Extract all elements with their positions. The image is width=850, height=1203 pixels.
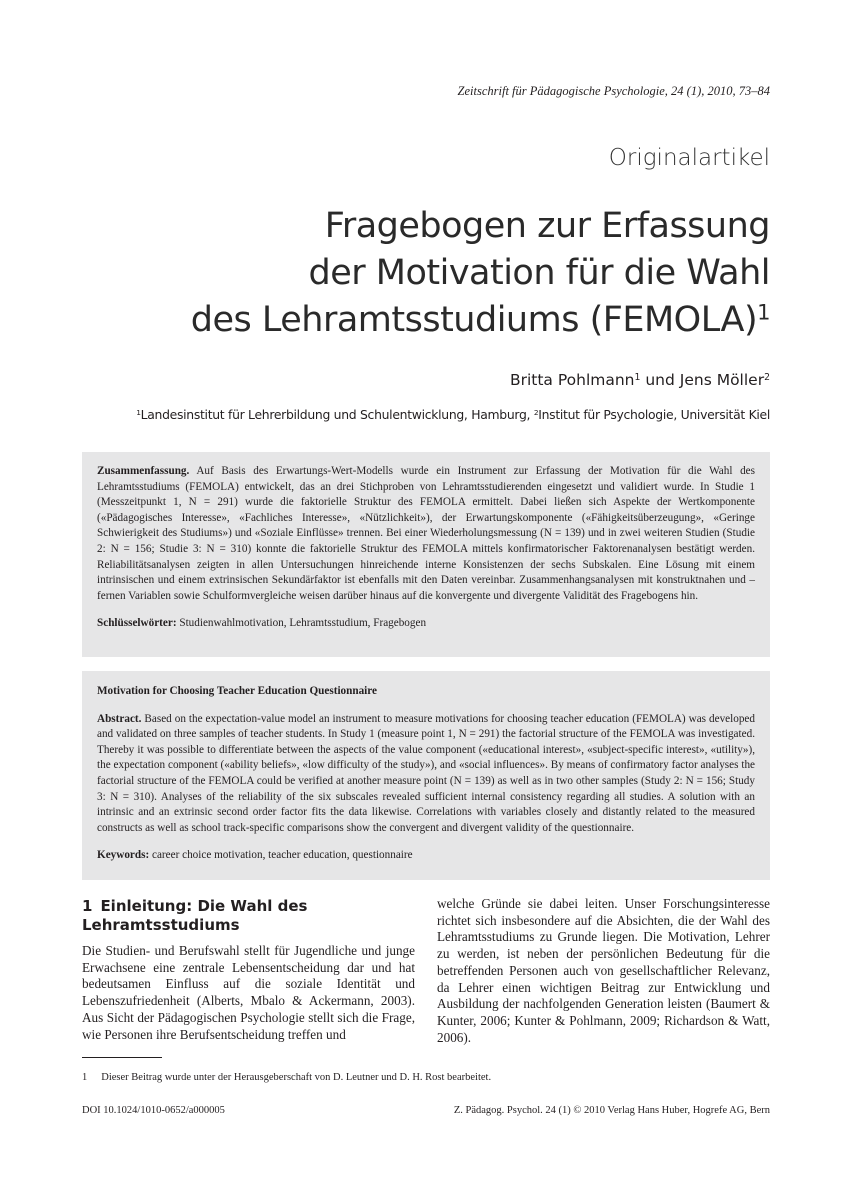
footnote-text: Dieser Beitrag wurde unter der Herausgeberschaft von D. Leutner und D. H. Rost bearbeitet.: [101, 1072, 492, 1083]
abstract-text: Based on the expectation-value model an instrument to measure motivations for choosing teacher education (FEMOLA) was developed and validated on three samples of teacher students. In Study 1 (measure point 1, N = 291) the factorial structure of the FEMOLA was investigated. Thereby it was possible to differentiate between the aspects of the value component («educational interest», «subject-specific interest», «utility»), the expectation component («ability beliefs», «low difficulty of the study»), and «social influences». By means of confirmatory factor analyses the factorial structure of the FEMOLA could be verified at another measure point (N = 139) as well as in two other samples (Study 2: N = 156; Study 3: N = 310). Analyses of the reliability of the six subscales revealed sufficient internal consistency regarding all studies. A solution with an intrinsic and an extrinsic second order factor fits the data likewise. Correlations with variables closely and distantly related to the measured constructs as well as school track-specific comparisons show the convergent and divergent validity of the questionnaire.: [97, 712, 755, 834]
article-title: [191, 203, 770, 344]
title-line-text: des Lehramtsstudiums (FEMOLA): [190, 300, 758, 340]
english-title: Motivation for Choosing Teacher Education Questionnaire: [97, 685, 378, 697]
author-conj: und: [640, 371, 680, 389]
title-line: der Motivation für die Wahl: [308, 253, 770, 293]
author-name: Britta Pohlmann: [509, 371, 635, 389]
author-name: Jens Möller: [679, 371, 765, 389]
english-abstract-box: [82, 671, 770, 880]
journal-citation: Zeitschrift für Pädagogische Psychologie, 24 (1), 2010, 73–84: [457, 84, 770, 98]
affiliation: Institut für Psychologie, Universität Kiel: [538, 407, 770, 422]
affiliation: Landesinstitut für Lehrerbildung und Schulentwicklung, Hamburg,: [140, 407, 534, 422]
section-heading: [82, 897, 415, 935]
keywords-text: Studienwahlmotivation, Lehramtsstudium, Fragebogen: [176, 617, 427, 630]
body-paragraph: Die Studien- und Berufswahl stellt für Jugendliche und junge Erwachsene eine zentrale Lebensentscheidung dar und hat bedeutsamen Einfluss auf die soziale Identität und Lebenszufriedenheit (Alberts, Mbalo & Ackermann, 2003). Aus Sicht der Pädagogischen Psychologie stellt sich die Frage, wie Personen ihre Berufsentscheidung treffen und: [82, 943, 415, 1042]
keywords-text: career choice motivation, teacher education, questionnaire: [149, 849, 413, 862]
article-type: Originalartikel: [608, 145, 770, 171]
affil-mark: 2: [533, 407, 539, 417]
zusammenfassung-label: Zusammenfassung.: [97, 465, 190, 477]
author-affil-mark: 1: [634, 371, 641, 383]
author-affil-mark: 2: [764, 371, 770, 383]
doi: DOI 10.1024/1010-0652/a000005: [82, 1105, 225, 1116]
body-paragraph: welche Gründe sie dabei leiten. Unser Forschungsinteresse richtet sich insbesondere auf die Absichten, die der Wahl des Lehramtsstudiums zu Grunde liegen. Die Motivation, Lehrer zu werden, ist neben der persönlichen Bedeutung für die betreffenden Personen auch von gesellschaftlicher Relevanz, da Lehrer einen wichtigen Beitrag zur Entwicklung und Ausbildung der nachfolgenden Generation leisten (Baumert & Kunter, 2006; Kunter & Pohlmann, 2009; Richardson & Watt, 2006).: [437, 896, 770, 1045]
footnote-mark: 1: [82, 1072, 88, 1083]
keywords-label: Schlüsselwörter:: [97, 617, 177, 630]
right-column: [437, 896, 770, 1046]
abstract-label: Abstract.: [97, 712, 142, 725]
title-line: [191, 297, 770, 344]
keywords: [97, 848, 755, 864]
section-number: 1: [82, 897, 93, 915]
keywords-label: Keywords:: [97, 849, 150, 862]
affiliations: [136, 407, 770, 422]
affil-mark: 1: [136, 407, 141, 417]
german-abstract-box: [82, 452, 770, 657]
left-column: [82, 897, 415, 1043]
zusammenfassung: [97, 464, 755, 604]
title-footnote-mark: 1: [757, 300, 770, 325]
schluesselwoerter: [97, 616, 755, 632]
authors: [510, 371, 770, 389]
footnote-divider: [82, 1057, 162, 1058]
footnote: [82, 1072, 491, 1083]
abstract: [97, 712, 755, 837]
title-line: Fragebogen zur Erfassung: [324, 206, 770, 246]
section-title: Einleitung: Die Wahl des Lehramtsstudiums: [82, 897, 308, 934]
zusammenfassung-text: Auf Basis des Erwartungs-Wert-Modells wurde ein Instrument zur Erfassung der Motivation für die Wahl des Lehramtsstudiums (FEMOLA) entwickelt, das an drei Stichproben von Lehramtsstudierenden eingesetzt und validiert wurde. In Studie 1 (Messzeitpunkt 1, N = 291) wurde die faktorielle Struktur des FEMOLA ermittelt. Dabei ließen sich Aspekte der Wertkomponente («Pädagogisches Interesse», «Fachliches Interesse», «Nützlichkeit»), der Erwartungskomponente («Fähigkeitsüberzeugung», «Geringe Schwierigkeit des Studiums») und «Soziale Einflüsse» trennen. Bei einer Wiederholungsmessung (N = 139) und in zwei weiteren Studien (Studie 2: N = 156; Studie 3: N = 310) konnte die faktorielle Struktur des FEMOLA mittels konfirmatorischer Faktorenanalysen bestätigt werden. Reliabilitätsanalysen zeigten in allen Untersuchungen hinreichende interne Konsistenzen der sechs Subskalen. Eine Lösung mit einem intrinsischen und einem extrinsischen Sekundärfaktor ist ebenfalls mit den Daten vereinbar. Zusammenhangsanalysen mit konstruktnahen und –fernen Variablen sowie Schulformvergleiche weisen darüber hinaus auf die konvergente und divergente Validität des Fragebogens hin.: [97, 465, 755, 602]
copyright: Z. Pädagog. Psychol. 24 (1) © 2010 Verlag Hans Huber, Hogrefe AG, Bern: [453, 1105, 770, 1116]
